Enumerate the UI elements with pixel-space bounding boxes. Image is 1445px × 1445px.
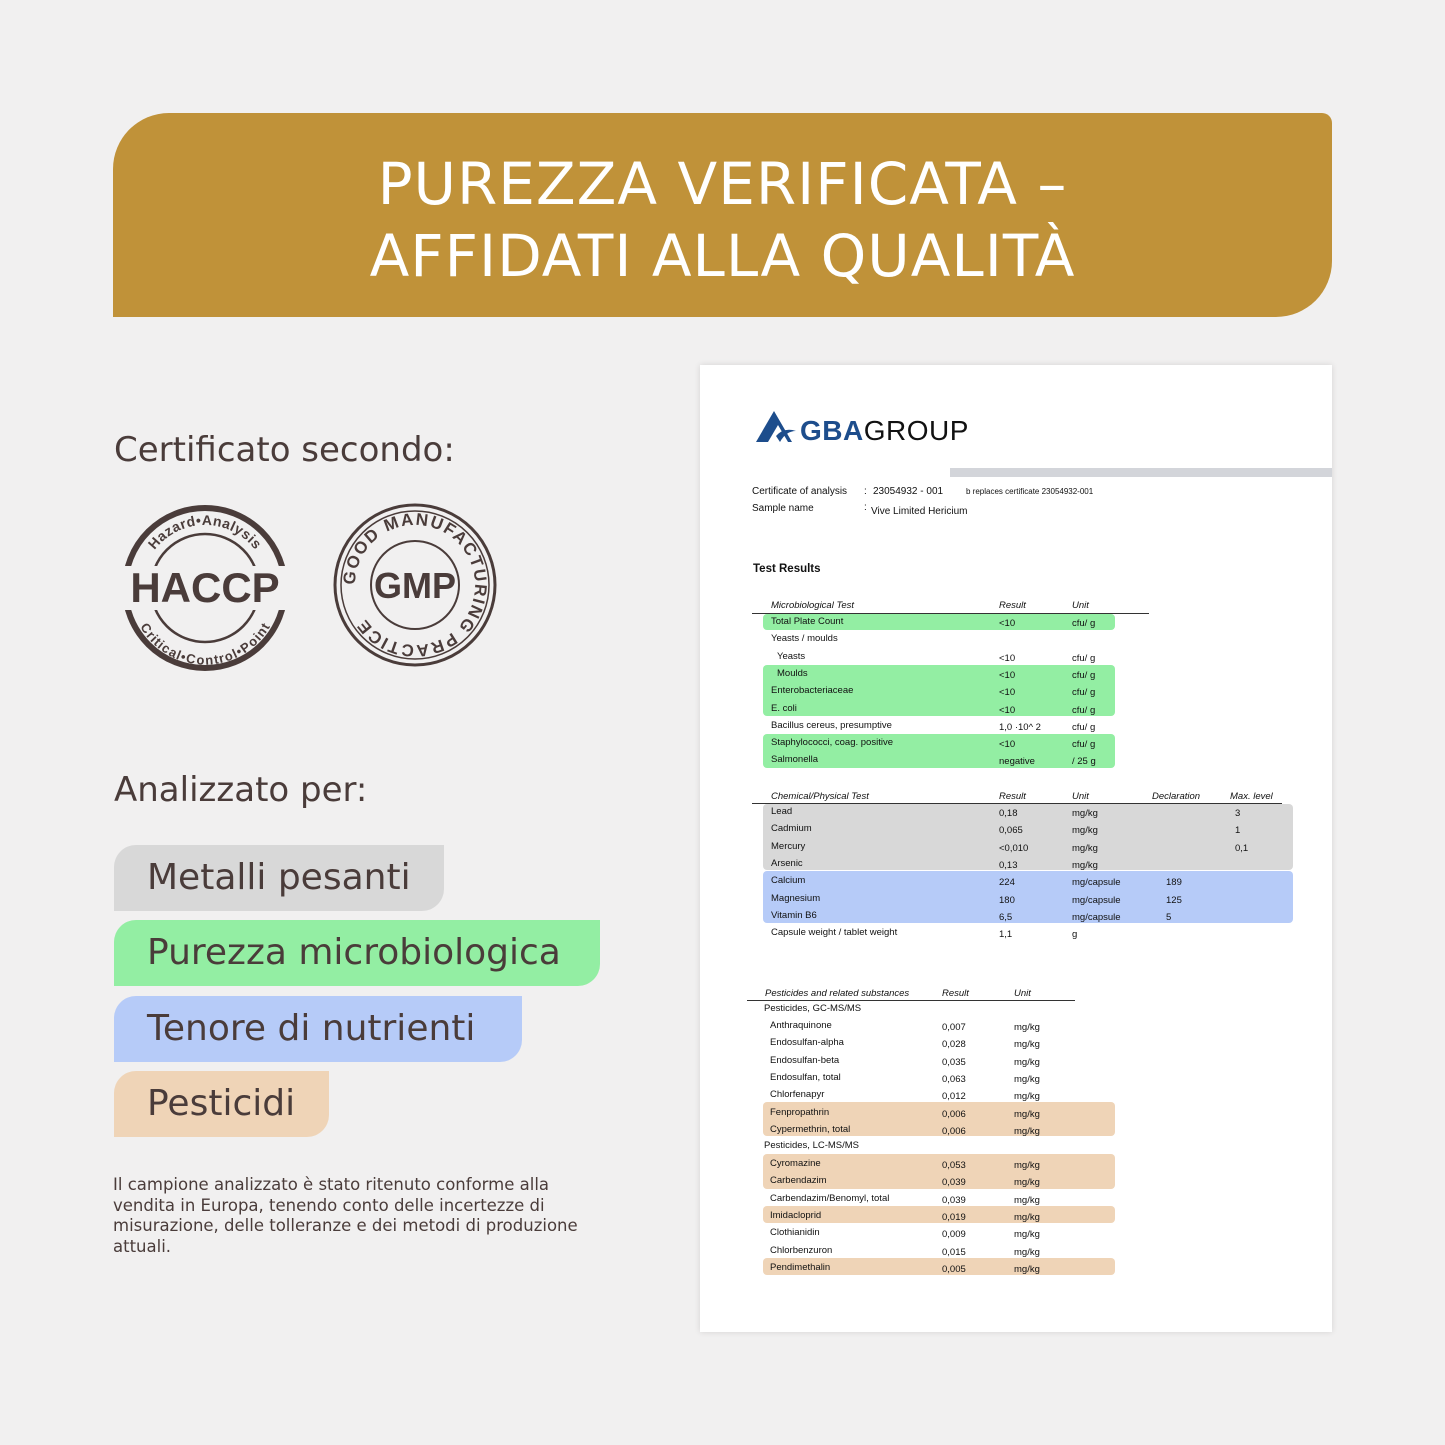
chem-row-result: 180 xyxy=(999,894,1015,906)
chem-row-unit: mg/capsule xyxy=(1072,911,1121,923)
gmp-badge-icon xyxy=(332,502,498,668)
chem-row-declaration: 125 xyxy=(1166,894,1182,906)
pest-row-unit: mg/kg xyxy=(1014,1073,1040,1085)
pest-group-gc: Pesticides, GC-MS/MS xyxy=(764,1003,862,1014)
micro-row-unit: cfu/ g xyxy=(1072,739,1096,751)
chem-header: Max. level xyxy=(1230,791,1273,802)
pest-row-name: Fenpropathrin xyxy=(770,1106,830,1118)
pest-row-unit: mg/kg xyxy=(1014,1229,1040,1241)
haccp-bottom-text: Critical•Control•Point xyxy=(137,620,273,668)
pest-row-unit: mg/kg xyxy=(1014,1022,1040,1033)
chem-row-unit: mg/kg xyxy=(1072,825,1098,837)
pest-row-name: Endosulfan, total xyxy=(770,1071,841,1083)
micro-row-name: Bacillus cereus, presumptive xyxy=(771,719,892,731)
pest-row-result: 0,028 xyxy=(942,1039,966,1051)
micro-row-unit: cfu/ g xyxy=(1072,652,1096,664)
micro-row-name: Enterobacteriaceae xyxy=(771,685,854,697)
chem-row-unit: mg/kg xyxy=(1072,859,1098,871)
chem-row-unit: mg/kg xyxy=(1072,808,1098,819)
pest-row-result: 0,039 xyxy=(942,1177,966,1189)
pest-row-name: Chlorbenzuron xyxy=(770,1244,833,1256)
chem-row-name: Arsenic xyxy=(771,857,803,869)
pest-row-unit: mg/kg xyxy=(1014,1194,1040,1206)
pest-row-unit: mg/kg xyxy=(1014,1160,1040,1171)
chem-row-result: <0,010 xyxy=(999,842,1029,854)
cert-number: 23054932 - 001 xyxy=(873,486,944,497)
pest-header: Unit xyxy=(1014,988,1031,999)
pest-row-name: Carbendazim/Benomyl, total xyxy=(770,1192,890,1204)
gba-logo-text: GBAGROUP xyxy=(800,415,969,446)
micro-row-result: <10 xyxy=(999,618,1016,629)
pest-row-name: Cypermethrin, total xyxy=(770,1123,851,1135)
table-rule xyxy=(747,1000,1075,1001)
pest-row-unit: mg/kg xyxy=(1014,1177,1040,1189)
pest-row-result: 0,006 xyxy=(942,1125,966,1137)
pest-header: Result xyxy=(942,988,969,999)
table-rule xyxy=(752,613,1149,614)
pest-row-name: Pendimethalin xyxy=(770,1261,831,1273)
chem-row-name: Magnesium xyxy=(771,892,821,904)
micro-row-unit: cfu/ g xyxy=(1072,618,1096,629)
micro-row-name: Moulds xyxy=(777,667,808,679)
pest-row-unit: mg/kg xyxy=(1014,1039,1040,1051)
pest-row-unit: mg/kg xyxy=(1014,1108,1040,1120)
chem-row-declaration: 189 xyxy=(1166,877,1182,889)
chem-row-name: Cadmium xyxy=(771,823,812,835)
haccp-badge-icon xyxy=(116,504,294,672)
micro-row-result: <10 xyxy=(999,687,1016,699)
micro-row-result: <10 xyxy=(999,739,1016,751)
micro-header: Microbiological Test xyxy=(771,600,855,611)
haccp-center-text: HACCP xyxy=(130,564,280,611)
pest-row-name: Endosulfan-beta xyxy=(770,1054,840,1066)
pest-row-name: Endosulfan-alpha xyxy=(770,1037,844,1049)
pest-row-result: 0,063 xyxy=(942,1073,966,1085)
category-microbiological: Purezza microbiologica xyxy=(114,920,600,986)
chem-header: Chemical/Physical Test xyxy=(771,791,869,802)
gmp-center-text: GMP xyxy=(373,565,457,606)
micro-row-unit: / 25 g xyxy=(1072,756,1096,768)
pest-row-unit: mg/kg xyxy=(1014,1056,1040,1068)
micro-row-result: <10 xyxy=(999,652,1016,664)
certified-heading: Certificato secondo: xyxy=(114,430,455,470)
analyzed-heading: Analizzato per: xyxy=(114,770,368,810)
certificate-document: GBAGROUP Certificate of analysis : 23054932 - 001 b replaces certificate 23054932-001 Sample name : Vive Limited Hericium Test Results Microbiological Test Result Unit Total Plate Count <10 cfu/ g Yeasts / moulds Yeasts <10 cfu/ g Moulds <10 cfu/ g Enterobacteriaceae <10 cfu/ g E. coli <10 cfu/ g Bacillus cereus, presumptive 1,0 ·10^ 2 cfu/ g Staphylococci, coag. positive <10 cfu/ g Salmonella negative / 25 g Chemical/Physical Test Result Unit Declaration Max. level Lead 0,18 mg/kg 3 Cadmium 0,065 mg/kg 1 Mercury <0,010 mg/kg 0,1 Arsenic 0,13 mg/kg Calcium 224 mg/capsule 189 Magnesium 180 mg/capsule 125 Vitamin B6 6,5 mg/capsule 5 Capsule weight / tablet weight 1,1 g Pesticides and related substances Result Unit Pesticides, GC-MS/MS Anthraquinone 0,007 mg/kg Endosulfan-alpha 0,028 mg/kg Endosulfan-beta 0,035 mg/kg Endosulfan, total 0,063 mg/kg Chlorfenapyr 0,012 mg/kg Fenpropathrin 0,006 mg/kg Cypermethrin, total 0,006 mg/kg Pesticides, LC-MS/MS Cyromazine 0,053 mg/kg Carbendazim 0,039 mg/kg Carbendazim/Benomyl, total 0,039 mg/kg Imidacloprid 0,019 mg/kg Clothianidin 0,009 mg/kg Chlorbenzuron 0,015 mg/kg Pendimethalin 0,005 mg/kg xyxy=(700,365,1332,1332)
pest-row-result: 0,005 xyxy=(942,1263,966,1275)
test-results-heading: Test Results xyxy=(753,563,821,575)
gmp-ring-text: GOOD MANUFACTURING PRACTICE xyxy=(339,509,491,661)
pest-row-name: Chlorfenapyr xyxy=(770,1089,825,1101)
pest-row-unit: mg/kg xyxy=(1014,1263,1040,1275)
category-pesticides: Pesticidi xyxy=(114,1071,329,1137)
chem-row-name: Capsule weight / tablet weight xyxy=(771,927,898,939)
pest-row-name: Carbendazim xyxy=(770,1175,827,1187)
pest-row-unit: mg/kg xyxy=(1014,1125,1040,1137)
cert-replaces: b replaces certificate 23054932-001 xyxy=(966,487,1094,496)
pest-row-result: 0,009 xyxy=(942,1229,966,1241)
cert-label: Certificate of analysis xyxy=(752,486,848,497)
chem-row-name: Calcium xyxy=(771,875,806,887)
chem-row-result: 224 xyxy=(999,877,1015,889)
sample-label: Sample name xyxy=(752,503,814,514)
chem-row-result: 0,13 xyxy=(999,859,1018,871)
pest-row-name: Imidacloprid xyxy=(770,1209,822,1221)
micro-row-unit: cfu/ g xyxy=(1072,704,1096,716)
gba-logo-icon xyxy=(754,409,798,443)
pest-row-name: Cyromazine xyxy=(770,1158,821,1169)
pest-header: Pesticides and related substances xyxy=(765,988,910,999)
chem-row-max: 1 xyxy=(1235,825,1241,837)
micro-row-name: Yeasts xyxy=(777,650,806,662)
pest-row-result: 0,012 xyxy=(942,1091,966,1103)
micro-row-result: <10 xyxy=(999,704,1016,716)
chem-row-result: 0,065 xyxy=(999,825,1023,837)
chem-row-name: Mercury xyxy=(771,840,806,852)
chem-row-result: 1,1 xyxy=(999,929,1013,941)
micro-row-result: 1,0 ·10^ 2 xyxy=(999,721,1041,733)
micro-row-result: negative xyxy=(999,756,1035,768)
pest-row-result: 0,006 xyxy=(942,1108,966,1120)
pest-row-result: 0,053 xyxy=(942,1160,966,1171)
pest-row-unit: mg/kg xyxy=(1014,1246,1040,1258)
pest-row-unit: mg/kg xyxy=(1014,1211,1040,1223)
micro-row-name: Salmonella xyxy=(771,754,818,766)
chem-row-unit: mg/capsule xyxy=(1072,877,1121,889)
title-banner-text xyxy=(113,113,1332,317)
conformity-note: Il campione analizzato è stato ritenuto conforme alla vendita in Europa, tenendo conto delle incertezze di misurazione, delle tolleranze e dei metodi di produzione attuali. xyxy=(113,1175,578,1256)
sample-name: Vive Limited Hericium xyxy=(871,506,968,517)
micro-row-unit: cfu/ g xyxy=(1072,721,1096,733)
svg-text:Critical•Control•Point xyxy=(137,620,273,668)
micro-header: Result xyxy=(999,600,1026,611)
chem-row-name: Vitamin B6 xyxy=(771,909,817,921)
chem-header: Result xyxy=(999,791,1026,802)
micro-row-unit: cfu/ g xyxy=(1072,669,1096,681)
micro-row-name: Yeasts / moulds xyxy=(771,633,838,645)
micro-row-result: <10 xyxy=(999,669,1016,681)
chem-header: Unit xyxy=(1072,791,1089,802)
haccp-top-text: Hazard•Analysis xyxy=(144,511,266,553)
pest-row-result: 0,019 xyxy=(942,1211,966,1223)
chem-row-unit: mg/kg xyxy=(1072,842,1098,854)
micro-row-name: Staphylococci, coag. positive xyxy=(771,737,893,749)
micro-header: Unit xyxy=(1072,600,1089,611)
pest-row-unit: mg/kg xyxy=(1014,1091,1040,1103)
pest-row-result: 0,039 xyxy=(942,1194,966,1206)
pest-row-name: Anthraquinone xyxy=(770,1020,832,1031)
highlight-band xyxy=(763,871,1293,923)
banner-line-2: AFFIDATI ALLA QUALITÀ xyxy=(369,222,1076,290)
pest-row-result: 0,007 xyxy=(942,1022,966,1033)
pest-row-result: 0,015 xyxy=(942,1246,966,1258)
chem-row-unit: mg/capsule xyxy=(1072,894,1121,906)
chem-row-max: 3 xyxy=(1235,808,1241,819)
micro-row-unit: cfu/ g xyxy=(1072,687,1096,699)
table-rule xyxy=(752,803,1282,804)
pest-row-name: Clothianidin xyxy=(770,1227,820,1239)
micro-row-name: E. coli xyxy=(771,702,797,714)
chem-row-result: 6,5 xyxy=(999,911,1013,923)
pest-row-result: 0,035 xyxy=(942,1056,966,1068)
micro-row-name: Total Plate Count xyxy=(771,616,844,627)
chem-row-declaration: 5 xyxy=(1166,911,1172,923)
category-nutrients: Tenore di nutrienti xyxy=(114,996,522,1062)
chem-row-result: 0,18 xyxy=(999,808,1018,819)
highlight-band xyxy=(763,804,1293,870)
chem-row-max: 0,1 xyxy=(1235,842,1249,854)
pest-group-lc: Pesticides, LC-MS/MS xyxy=(764,1140,860,1151)
banner-line-1: PUREZZA VERIFICATA – xyxy=(377,150,1068,218)
chem-header: Declaration xyxy=(1152,791,1201,802)
chem-row-unit: g xyxy=(1072,929,1078,941)
chem-row-name: Lead xyxy=(771,806,793,817)
category-heavy-metals: Metalli pesanti xyxy=(114,845,444,911)
